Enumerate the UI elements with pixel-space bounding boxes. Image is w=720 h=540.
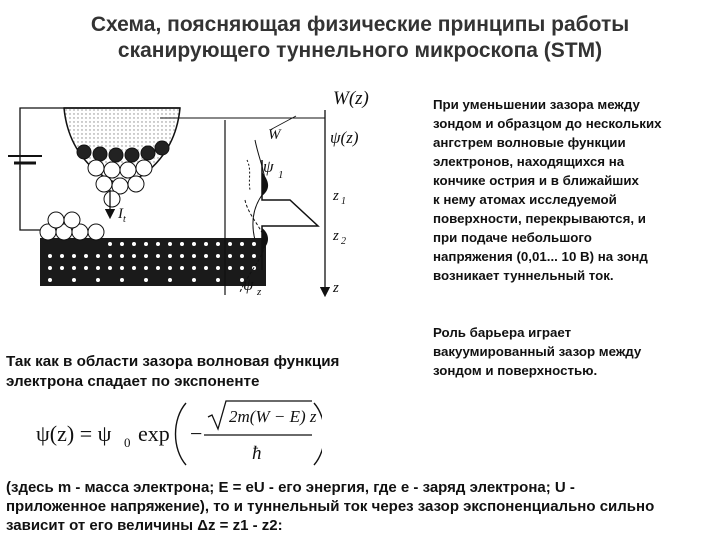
label-psi1: ψ bbox=[263, 157, 274, 176]
left-paragraph-decay bbox=[6, 352, 339, 392]
text-line: зондом и поверхностью. bbox=[433, 363, 598, 378]
label-z2-sub: 2 bbox=[341, 236, 346, 247]
title-line-2: сканирующего туннельного микроскопа (STM) bbox=[117, 39, 603, 62]
text-line: ангстрем волновые функции bbox=[433, 135, 626, 150]
text-line: электронов, находящихся на bbox=[433, 154, 625, 169]
surface-atoms bbox=[40, 212, 104, 240]
label-it: I bbox=[118, 206, 123, 222]
formula-lhs-sub: 0 bbox=[124, 435, 131, 450]
label-z2: z bbox=[333, 228, 339, 244]
psi-fill-lower bbox=[262, 228, 268, 250]
text-line: кончике острия и в ближайших bbox=[433, 173, 639, 188]
text-line: вакуумированный зазор между bbox=[433, 344, 642, 359]
text-line: Роль барьера играет bbox=[433, 325, 572, 340]
formula-exp: exp bbox=[138, 421, 170, 446]
right-paragraph-tunneling bbox=[433, 95, 718, 285]
text-line: к нему атомах исследуемой bbox=[433, 192, 617, 207]
label-z1-sub: 1 bbox=[341, 196, 346, 207]
wavefunction-formula bbox=[32, 395, 322, 470]
barrier-profile bbox=[262, 160, 318, 270]
formula-minus: − bbox=[190, 421, 203, 446]
label-psi-of-z: ψ(z) bbox=[330, 128, 359, 147]
title-line-1: Схема, поясняющая физические принципы работы bbox=[90, 13, 630, 36]
label-psi2: ψ bbox=[243, 275, 254, 294]
formula-denominator: ħ bbox=[252, 443, 262, 464]
label-w: W bbox=[268, 127, 281, 143]
text-line: При уменьшении зазора между bbox=[433, 97, 640, 112]
formula-numerator: 2m(W − E) z bbox=[229, 407, 317, 426]
battery-symbol bbox=[8, 156, 42, 163]
right-paragraph-barrier bbox=[433, 323, 718, 380]
note-paragraph bbox=[6, 478, 654, 535]
label-z1: z bbox=[333, 188, 339, 204]
text-line: поверхности, перекрываются, и bbox=[433, 211, 646, 226]
label-z: z bbox=[333, 280, 339, 296]
text-line: Так как в области зазора волновая функция bbox=[6, 353, 340, 370]
text-line: возникает туннельный ток. bbox=[433, 268, 614, 283]
formula-lhs: ψ(z) = ψ bbox=[36, 421, 112, 446]
text-line: приложенное напряжение), то и туннельный ток через зазор экспоненциально сильно bbox=[6, 498, 655, 515]
text-line: электрона спадает по экспоненте bbox=[6, 373, 260, 390]
text-line: при подаче небольшого bbox=[433, 230, 592, 245]
label-it-sub: t bbox=[123, 214, 126, 225]
label-psi2-sub: z bbox=[257, 286, 262, 298]
text-line: зависит от его величины Δz = z1 - z2: bbox=[6, 517, 283, 534]
label-psi1-sub: 1 bbox=[278, 169, 284, 181]
text-line: зондом и образцом до нескольких bbox=[433, 116, 662, 131]
label-w-of-z: W(z) bbox=[333, 88, 369, 109]
text-line: напряжения (0,01... 10 В) на зонд bbox=[433, 249, 648, 264]
text-line: (здесь m - масса электрона; E = eU - его энергия, где e - заряд электрона; U - bbox=[6, 479, 575, 496]
